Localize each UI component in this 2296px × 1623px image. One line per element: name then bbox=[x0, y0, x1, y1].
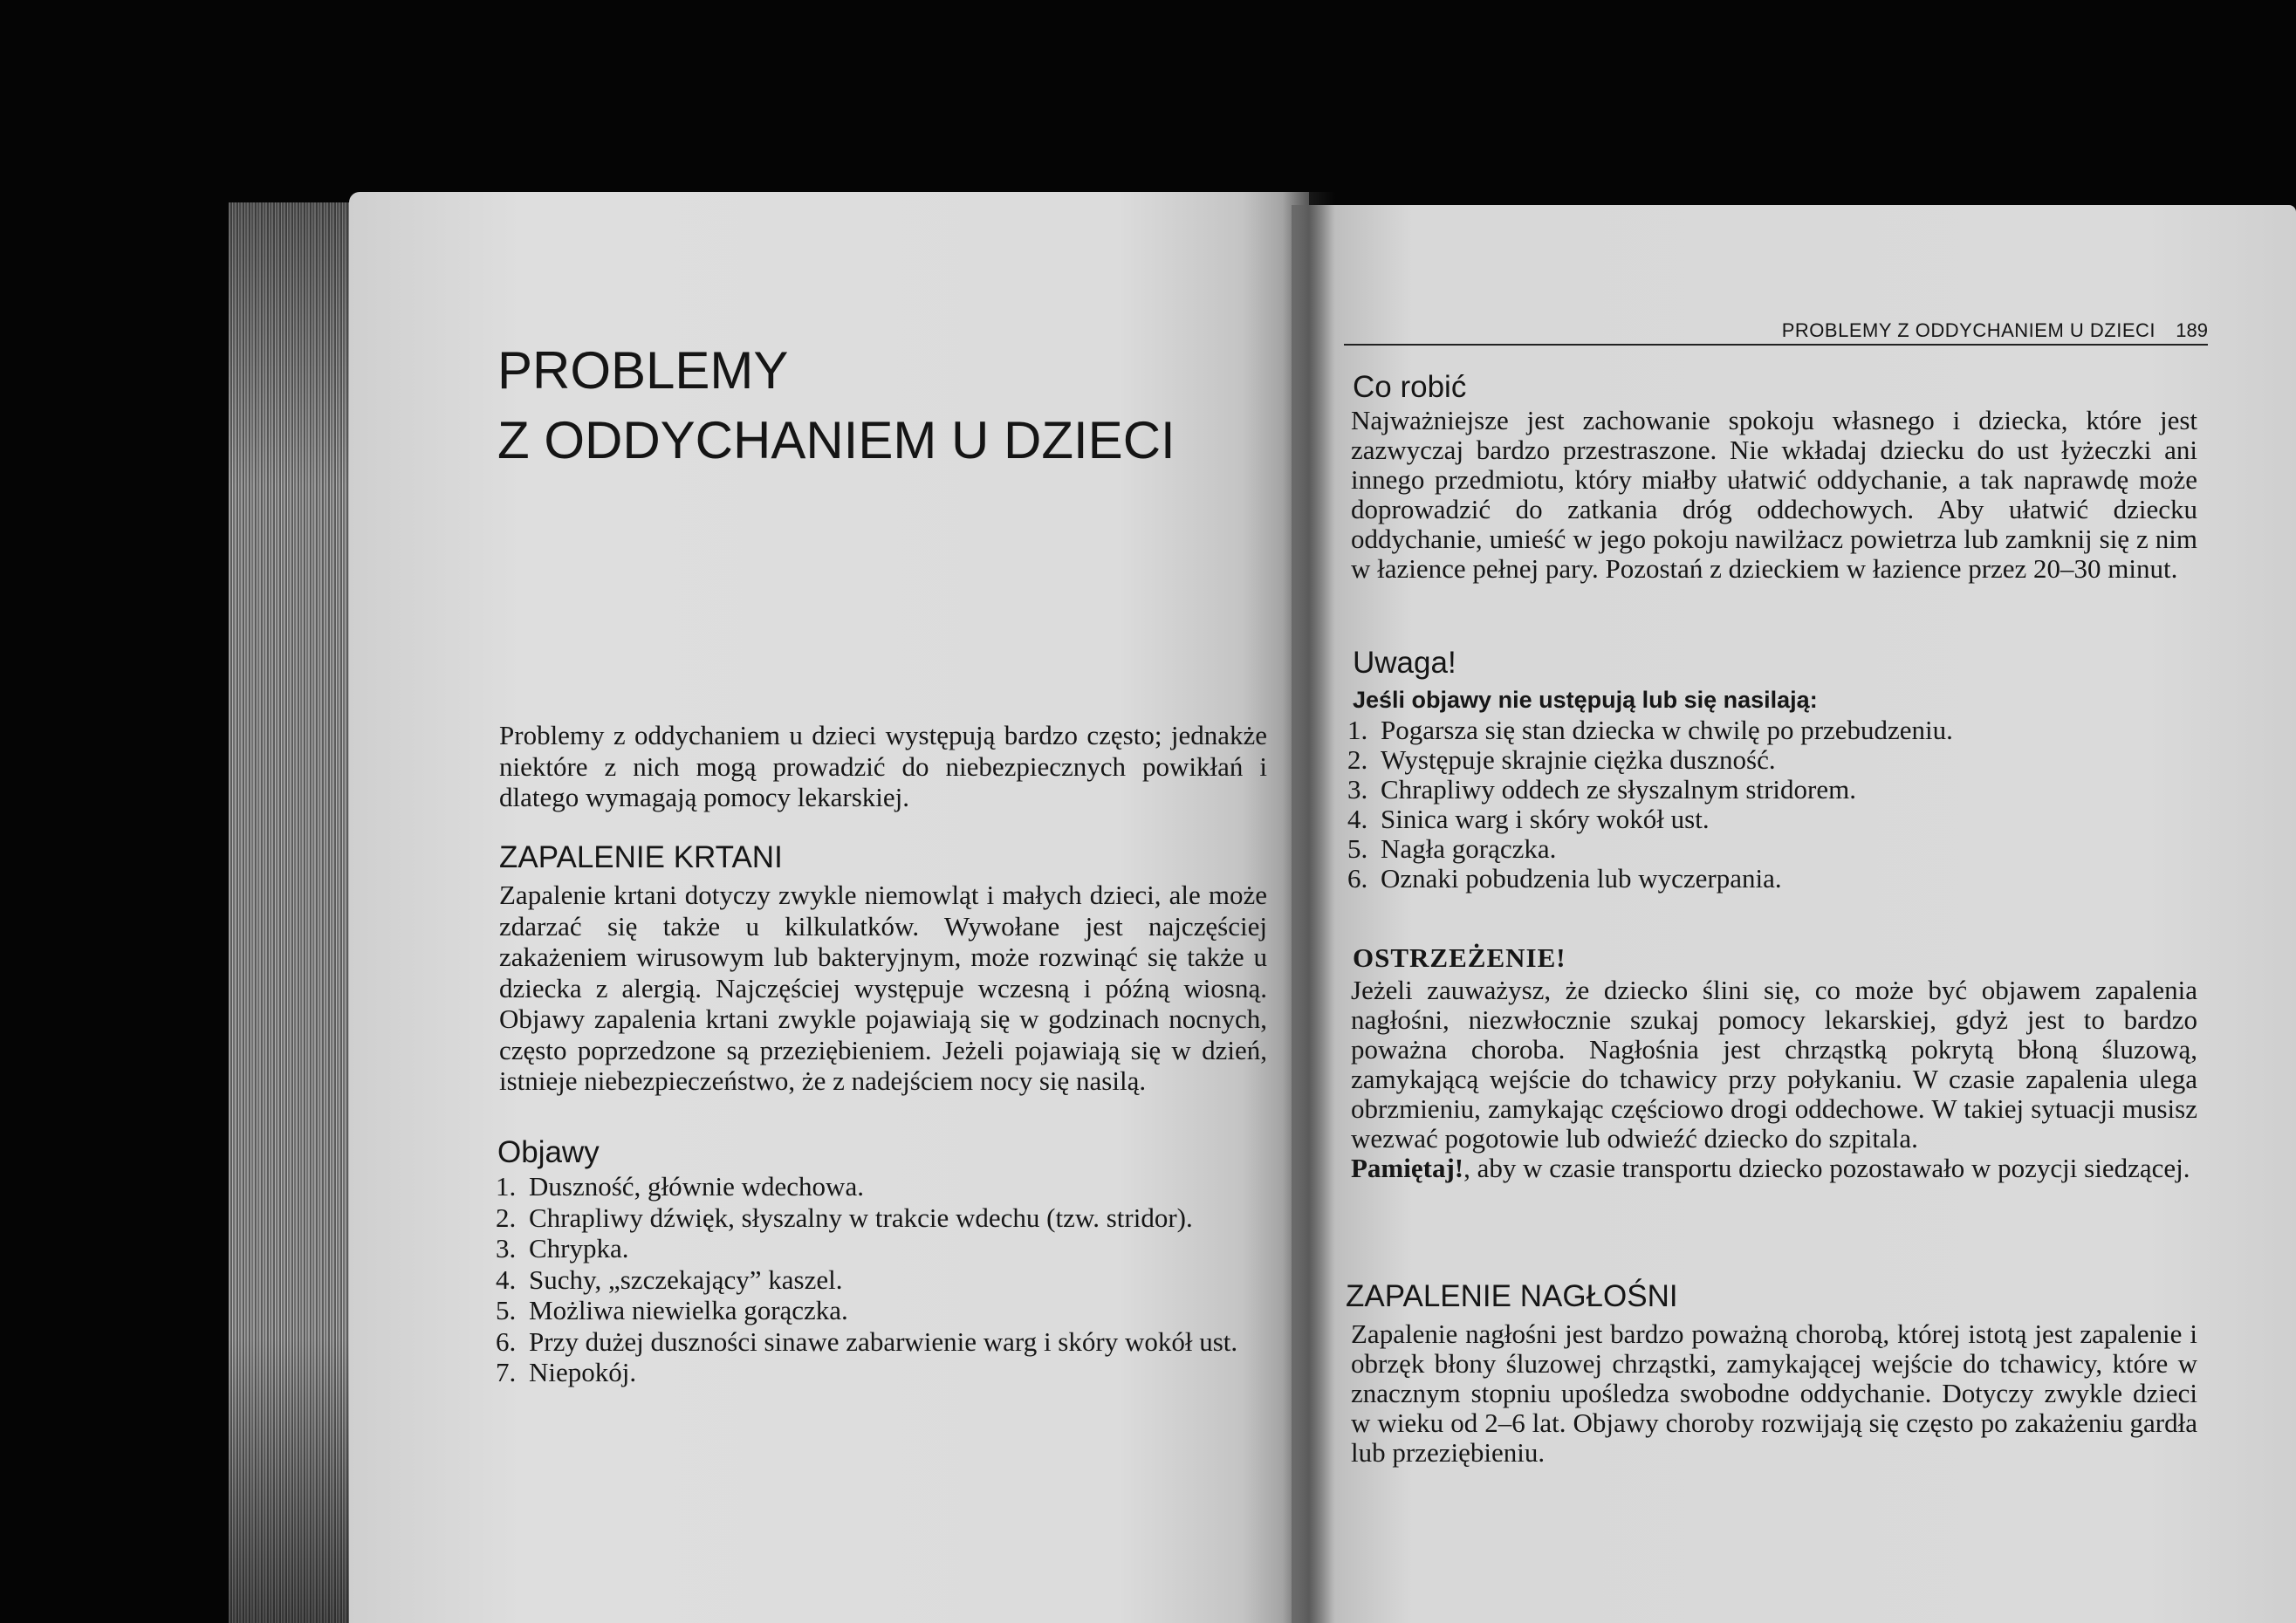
section-heading-epiglottitis: ZAPALENIE NAGŁOŚNI bbox=[1346, 1279, 1678, 1313]
what-to-do-heading: Co robić bbox=[1353, 370, 1467, 404]
list-item: 6. Przy dużej duszności sinawe zabarwienie warg i skóry wokół ust. bbox=[496, 1325, 1238, 1357]
list-item: 1. Duszność, głównie wdechowa. bbox=[496, 1171, 864, 1202]
laryngitis-paragraph: Zapalenie krtani dotyczy zwykle niemowląt i małych dzieci, ale może zdarzać się także u kilkulatków. Wywołane jest najczęściej zakażeniem wirusowym lub bakteryjnym, może rozwinąć się także u dziecka z alergią. Najczęściej występuje wczesną i późną wiosną. Objawy zapalenia krtani zwykle pojawiają się w godzinach nocnych, często poprzedzone są przeziębieniem. Jeżeli pojawiają się w dzień, istnieje niebezpieczeństwo, że z nadejściem nocy się nasilą. bbox=[499, 880, 1267, 1096]
list-item: 5. Nagła gorączka. bbox=[1347, 833, 1557, 864]
symptoms-list bbox=[496, 1171, 1264, 1388]
chapter-title bbox=[497, 336, 1239, 476]
symptoms-heading: Objawy bbox=[497, 1135, 600, 1169]
right-page bbox=[1292, 205, 2296, 1623]
attention-lead: Jeśli objawy nie ustępują lub się nasilają: bbox=[1353, 687, 1818, 713]
running-head-title: PROBLEMY Z ODDYCHANIEM U DZIECI bbox=[1781, 319, 2155, 341]
list-item: 6. Oznaki pobudzenia lub wyczerpania. bbox=[1347, 863, 1782, 894]
page-edges-shadow bbox=[229, 202, 360, 1623]
remember-bold: Pamiętaj! bbox=[1351, 1153, 1464, 1183]
running-head bbox=[1344, 314, 2208, 346]
left-page bbox=[349, 192, 1309, 1623]
list-item: 7. Niepokój. bbox=[496, 1357, 637, 1387]
list-item: 3. Chrypka. bbox=[496, 1233, 629, 1263]
what-to-do-paragraph: Najważniejsze jest zachowanie spokoju własnego i dziecka, które jest zazwyczaj bardzo przestraszone. Nie wkładaj dziecku do ust łyżeczki ani innego przedmiotu, który miałby ułatwić oddychanie, a tak naprawdę może doprowadzić do zatkania dróg oddechowych. Aby ułatwić dziecku oddychanie, umieść w jego pokoju nawilżacz powietrza lub zamknij się z nim w łazience pełnej pary. Pozostań z dzieckiem w łazience przez 20–30 minut. bbox=[1351, 405, 2197, 584]
list-item: 4. Suchy, „szczekający” kaszel. bbox=[496, 1263, 843, 1295]
chapter-title-line-1: PROBLEMY bbox=[497, 341, 789, 400]
warning-paragraph: Jeżeli zauważysz, że dziecko ślini się, co może być objawem zapalenia nagłośni, niezwłocznie szukaj pomocy lekarskiej, gdyż jest to bardzo poważna choroba. Nagłośnia jest chrząstką pokrytą błoną śluzową, zamykającą wejście do tchawicy przy połykaniu. W czasie zapalenia ulega obrzmieniu, zamykając częściowo drogi oddechowe. W takiej sytuacji musisz wezwać pogotowie lub odwieźć dziecko do szpitala. bbox=[1351, 975, 2197, 1154]
list-item: 2. Chrapliwy dźwięk, słyszalny w trakcie wdechu (tzw. stridor). bbox=[496, 1202, 1193, 1233]
list-item: 2. Występuje skrajnie ciężka duszność. bbox=[1347, 744, 1776, 775]
epiglottitis-paragraph: Zapalenie nagłośni jest bardzo poważną chorobą, której istotą jest zapalenie i obrzęk błony śluzowej chrząstki, zamykającej wejście do tchawicy, które w znacznym stopniu upośledza swobodne oddychanie. Dotyczy zwykle dzieci w wieku od 2–6 lat. Objawy choroby rozwijają się często po zakażeniu gardła lub przeziębieniu. bbox=[1351, 1318, 2197, 1468]
remember-text: , aby w czasie transportu dziecko pozostawało w pozycji siedzącej. bbox=[1463, 1153, 2190, 1183]
list-item: 4. Sinica warg i skóry wokół ust. bbox=[1347, 804, 1710, 834]
section-heading-laryngitis: ZAPALENIE KRTANI bbox=[499, 840, 783, 874]
attention-list bbox=[1347, 716, 2194, 894]
chapter-title-line-2: Z ODDYCHANIEM U DZIECI bbox=[497, 411, 1175, 469]
list-item: 1. Pogarsza się stan dziecka w chwilę po przebudzeniu. bbox=[1347, 715, 1953, 745]
warning-block bbox=[1351, 976, 2197, 1183]
list-item: 5. Możliwa niewielka gorączka. bbox=[496, 1295, 848, 1325]
list-item: 3. Chrapliwy oddech ze słyszalnym stridorem. bbox=[1347, 774, 1856, 805]
intro-paragraph: Problemy z oddychaniem u dzieci występują bardzo często; jednakże niektóre z nich mogą prowadzić do niebezpiecznych powikłań i dlatego wymagają pomocy lekarskiej. bbox=[499, 720, 1267, 812]
page-number: 189 bbox=[2176, 319, 2208, 341]
warning-heading: OSTRZEŻENIE! bbox=[1353, 942, 1566, 973]
attention-heading: Uwaga! bbox=[1353, 646, 1456, 680]
book-spine-shadow bbox=[1283, 192, 1335, 1623]
